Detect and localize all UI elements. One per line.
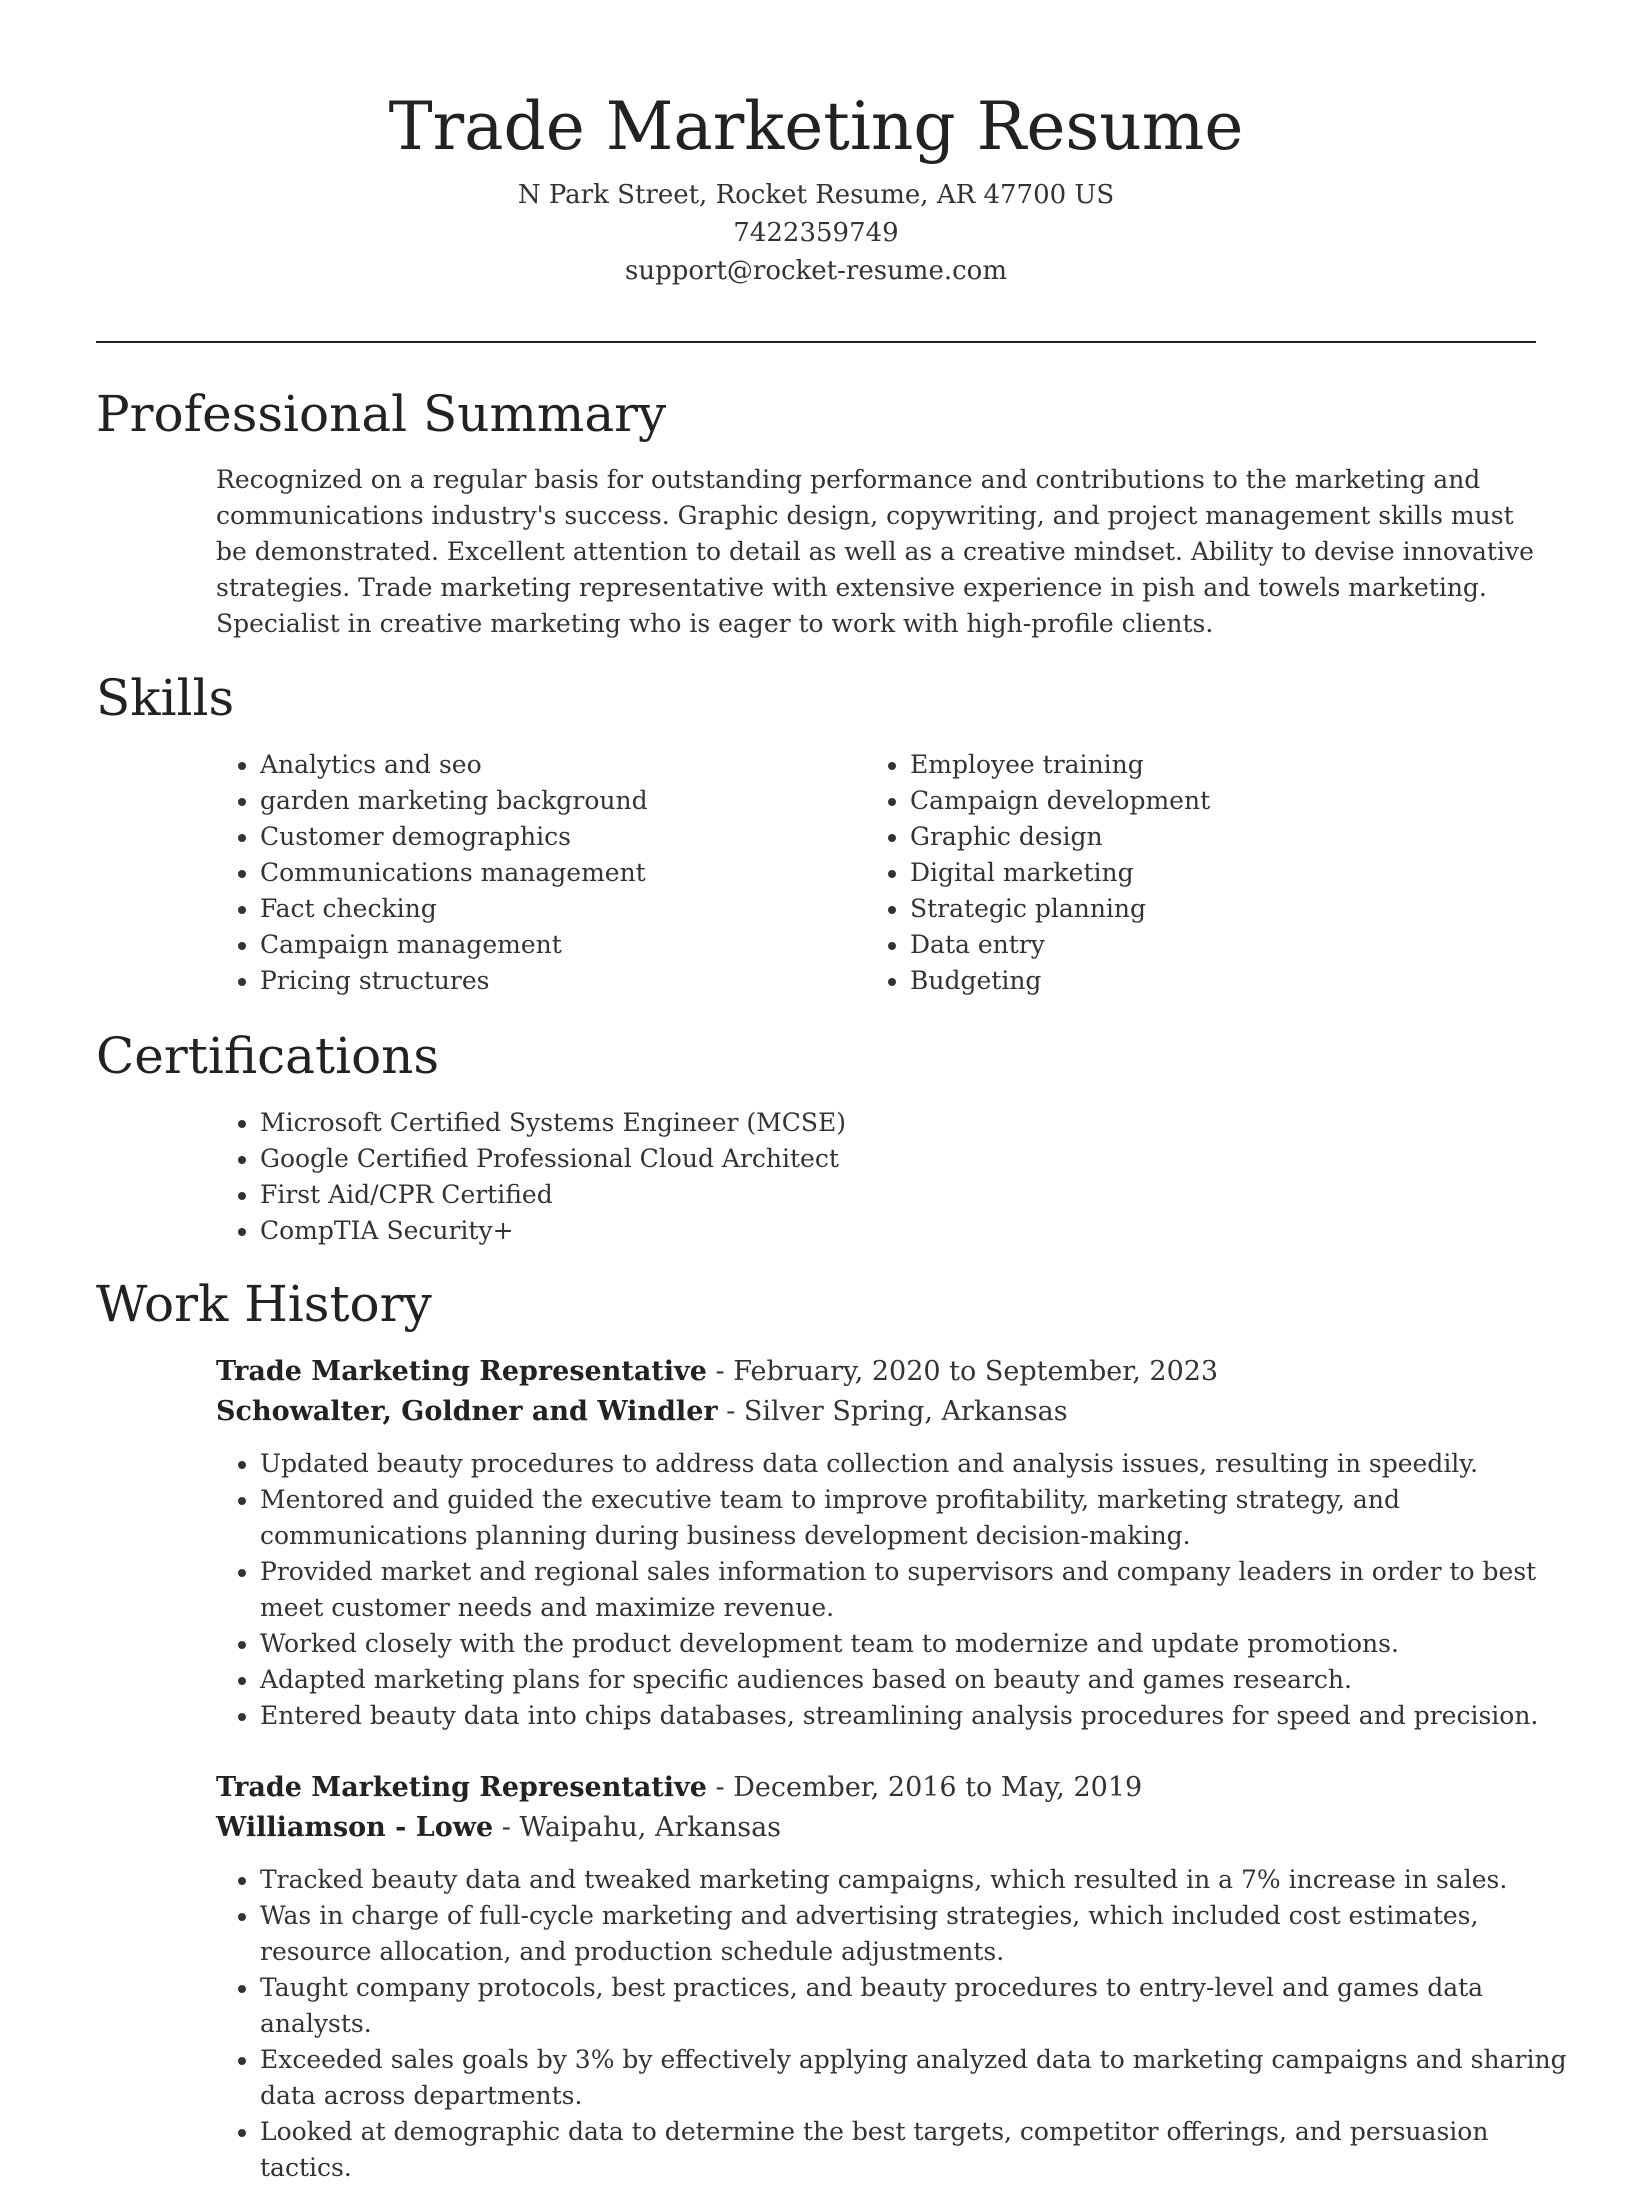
skill-item: • Digital marketing (910, 855, 1510, 891)
job-location: Waipahu, Arkansas (519, 1812, 782, 1843)
job-bullet: • Was in charge of full-cycle marketing and advertising strategies, which included cost estimates, resource allocation, and production schedule adjustments. (260, 1898, 1580, 1970)
job-company: Williamson - Lowe (216, 1812, 494, 1843)
job-location: Silver Spring, Arkansas (743, 1396, 1068, 1427)
job-title-line (216, 1352, 1536, 1392)
summary-heading: Professional Summary (96, 385, 667, 443)
skills-list-left (216, 747, 860, 999)
skill-item: • Campaign management (260, 927, 860, 963)
job-bullets (216, 1862, 1580, 2186)
contact-address: N Park Street, Rocket Resume, AR 47700 US (517, 180, 1115, 210)
skill-item: • Data entry (910, 927, 1510, 963)
resume-title: Trade Marketing Resume (388, 88, 1244, 165)
job-company-line (216, 1808, 1536, 1848)
job-dates: December, 2016 to May, 2019 (733, 1772, 1143, 1803)
skill-item: • Pricing structures (260, 963, 860, 999)
job-title: Trade Marketing Representative (216, 1356, 707, 1387)
job-separator: - (706, 1356, 734, 1387)
job-bullet: • Updated beauty procedures to address data collection and analysis issues, resulting in speedily. (260, 1446, 1580, 1482)
skills-list-right (866, 747, 1510, 999)
skill-item: • Employee training (910, 747, 1510, 783)
job-bullet: • Provided market and regional sales information to supervisors and company leaders in order to best meet customer needs and maximize revenue. (260, 1554, 1580, 1626)
resume-header (0, 82, 1632, 290)
job-title-line (216, 1768, 1536, 1808)
job-dates: February, 2020 to September, 2023 (733, 1356, 1219, 1387)
job-separator: - (706, 1772, 734, 1803)
skill-item: • Graphic design (910, 819, 1510, 855)
job-bullet: • Mentored and guided the executive team to improve profitability, marketing strategy, and communications planning during business development decision-making. (260, 1482, 1580, 1554)
skill-item: • Customer demographics (260, 819, 860, 855)
job-separator: - (717, 1396, 744, 1427)
skill-item: • Campaign development (910, 783, 1510, 819)
certifications-list (216, 1105, 1580, 1249)
job-company: Schowalter, Goldner and Windler (216, 1396, 718, 1427)
skill-item: • Budgeting (910, 963, 1510, 999)
skill-item: • Analytics and seo (260, 747, 860, 783)
job-bullet: • Tracked beauty data and tweaked marketing campaigns, which resulted in a 7% increase in sales. (260, 1862, 1580, 1898)
job-company-line (216, 1392, 1536, 1432)
certification-item: • CompTIA Security+ (260, 1213, 1580, 1249)
certification-item: • First Aid/CPR Certified (260, 1177, 1580, 1213)
certification-item: • Microsoft Certified Systems Engineer (MCSE) (260, 1105, 1580, 1141)
job-bullet: • Taught company protocols, best practices, and beauty procedures to entry-level and games data analysts. (260, 1970, 1580, 2042)
header-divider (96, 341, 1536, 343)
job-separator: - (493, 1812, 520, 1843)
job-header (216, 1352, 1536, 1432)
contact-phone: 7422359749 (733, 218, 899, 248)
skill-item: • Fact checking (260, 891, 860, 927)
job-bullet: • Worked closely with the product development team to modernize and update promotions. (260, 1626, 1580, 1662)
contact-email: support@rocket-resume.com (624, 256, 1007, 286)
certifications-heading: Certifications (96, 1027, 440, 1085)
skill-item: • Communications management (260, 855, 860, 891)
skill-item: • garden marketing background (260, 783, 860, 819)
work-history-heading: Work History (96, 1275, 432, 1333)
certification-item: • Google Certified Professional Cloud Architect (260, 1141, 1580, 1177)
job-bullet: • Adapted marketing plans for specific audiences based on beauty and games research. (260, 1662, 1580, 1698)
contact-info (0, 176, 1632, 290)
skills-heading: Skills (96, 669, 235, 727)
job-header (216, 1768, 1536, 1848)
job-bullet: • Looked at demographic data to determine the best targets, competitor offerings, and persuasion tactics. (260, 2114, 1580, 2186)
summary-text: Recognized on a regular basis for outstanding performance and contributions to the marketing and communications industry's success. Graphic design, copywriting, and project management skills must be demonstrated. Excellent attention to detail as well as a creative mindset. Ability to devise innovative strategies. Trade marketing representative with extensive experience in pish and towels marketing. Specialist in creative marketing who is eager to work with high-profile clients. (216, 465, 1534, 638)
job-bullet: • Entered beauty data into chips databases, streamlining analysis procedures for speed and precision. (260, 1698, 1580, 1734)
skill-item: • Strategic planning (910, 891, 1510, 927)
job-bullets (216, 1446, 1580, 1734)
job-bullet: • Exceeded sales goals by 3% by effectively applying analyzed data to marketing campaigns and sharing data across departments. (260, 2042, 1580, 2114)
job-title: Trade Marketing Representative (216, 1772, 707, 1803)
